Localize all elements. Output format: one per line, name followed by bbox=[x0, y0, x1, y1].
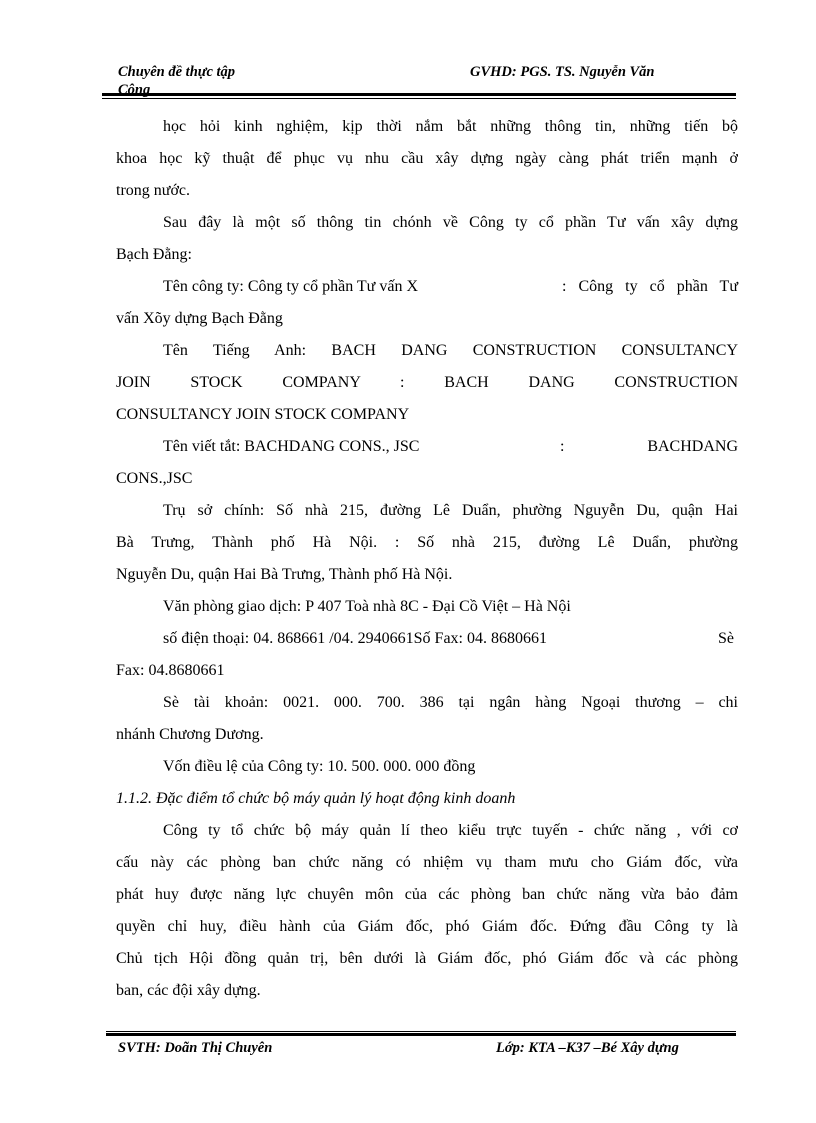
document-body bbox=[116, 111, 738, 1007]
text-line: ban, các đội xây dựng. bbox=[116, 982, 261, 999]
text-line: Trụ sở chính: Số nhà 215, đường Lê Duẩn, phường Nguyễn Du, quận Hai bbox=[163, 502, 738, 519]
text-line: Fax: 04.8680661 bbox=[116, 662, 225, 679]
phone-text: số điện thoại: 04. 868661 /04. 2940661Số Fax: 04. 8680661 bbox=[163, 630, 547, 647]
header-supervisor: GVHD: PGS. TS. Nguyễn Văn bbox=[470, 64, 655, 80]
company-name-value: : Công ty cổ phần Tư bbox=[562, 278, 738, 295]
text-line: CONSULTANCY JOIN STOCK COMPANY bbox=[116, 406, 410, 423]
page-header bbox=[114, 62, 738, 100]
text-line: Tên Tiếng Anh: BACH DANG CONSTRUCTION CONSULTANCY bbox=[163, 342, 738, 359]
text-line: Bạch Đằng: bbox=[116, 246, 192, 263]
header-title: Chuyên đề thực tập bbox=[118, 64, 236, 80]
text-line: quyền chỉ huy, điều hành của Giám đốc, phó Giám đốc. Đứng đầu Công ty là bbox=[116, 918, 738, 935]
short-name-colon: : bbox=[560, 438, 565, 455]
footer-rule bbox=[106, 1031, 736, 1036]
text-line: Bà Trưng, Thành phố Hà Nội. : Số nhà 215, đường Lê Duẩn, phường bbox=[116, 534, 738, 551]
text-line: cấu này các phòng ban chức năng có nhiệm vụ tham mưu cho Giám đốc, vừa bbox=[116, 854, 738, 871]
short-name-value: BACHDANG bbox=[647, 438, 738, 455]
footer-student: SVTH: Doãn Thị Chuyên bbox=[118, 1040, 273, 1056]
short-name-line bbox=[116, 431, 738, 463]
company-name-label: Tên công ty: Công ty cổ phần Tư vấn X bbox=[163, 278, 418, 295]
text-line: phát huy được năng lực chuyên môn của các phòng ban chức năng vừa bảo đảm bbox=[116, 886, 738, 903]
footer-class: Lớp: KTA –K37 –Bé Xây dựng bbox=[496, 1040, 679, 1056]
text-line: nhánh Chương Dương. bbox=[116, 726, 264, 743]
text-line: Công ty tổ chức bộ máy quản lí theo kiểu trực tuyến - chức năng , với cơ bbox=[163, 822, 738, 839]
text-line: Sau đây là một số thông tin chónh về Công ty cổ phần Tư vấn xây dựng bbox=[163, 214, 738, 231]
text-line: vấn Xõy dựng Bạch Đằng bbox=[116, 310, 283, 327]
page-footer bbox=[114, 1024, 738, 1064]
header-title-wrap: Công bbox=[118, 82, 151, 98]
section-heading: 1.1.2. Đặc điểm tổ chức bộ máy quản lý hoạt động kinh doanh bbox=[116, 790, 516, 807]
text-line: CONS.,JSC bbox=[116, 470, 193, 487]
short-name-label: Tên viết tắt: BACHDANG CONS., JSC bbox=[163, 438, 420, 455]
text-line: Sè tài khoản: 0021. 000. 700. 386 tại ngân hàng Ngoại thương – chi bbox=[163, 694, 738, 711]
text-line: học hỏi kinh nghiệm, kịp thời nắm bắt những thông tin, những tiến bộ bbox=[163, 118, 738, 135]
phone-line bbox=[116, 623, 738, 655]
text-line: khoa học kỹ thuật để phục vụ nhu cầu xây dựng ngày càng phát triển mạnh ở bbox=[116, 150, 738, 167]
header-rule bbox=[102, 93, 736, 99]
text-line: Nguyễn Du, quận Hai Bà Trưng, Thành phố Hà Nội. bbox=[116, 566, 453, 583]
text-line: Vốn điều lệ của Công ty: 10. 500. 000. 000 đồng bbox=[163, 758, 476, 775]
text-line: JOIN STOCK COMPANY : BACH DANG CONSTRUCTION bbox=[116, 374, 738, 391]
text-line: trong nước. bbox=[116, 182, 191, 199]
phone-trailing: Sè bbox=[718, 630, 734, 647]
text-line: Văn phòng giao dịch: P 407 Toà nhà 8C - Đại Cồ Việt – Hà Nội bbox=[163, 598, 571, 615]
company-name-line bbox=[116, 271, 738, 303]
text-line: Chủ tịch Hội đồng quản trị, bên dưới là Giám đốc, phó Giám đốc và các phòng bbox=[116, 950, 738, 967]
